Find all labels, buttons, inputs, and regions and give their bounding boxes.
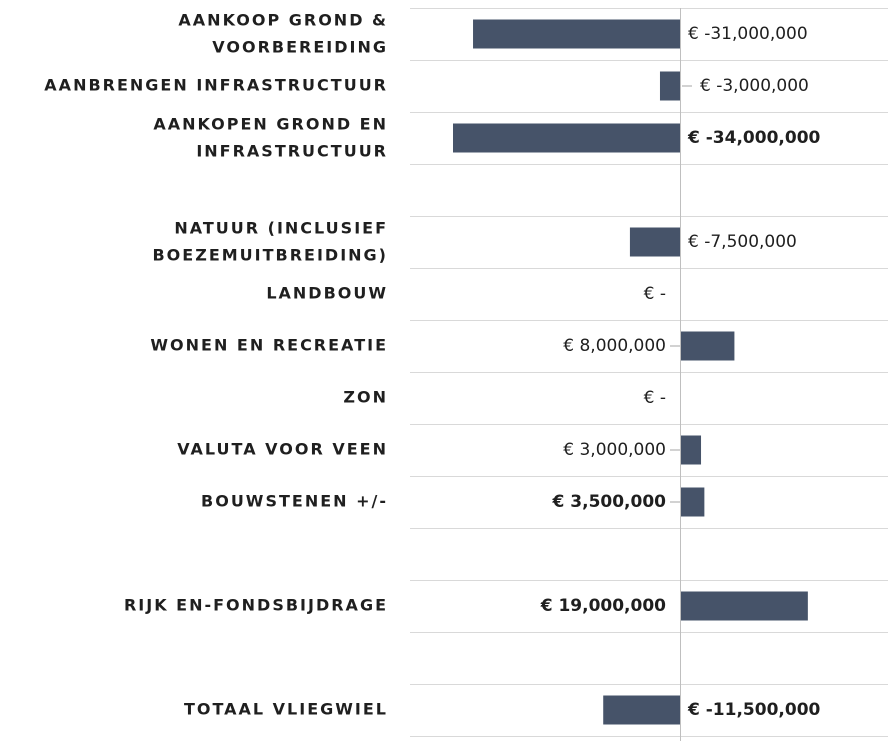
category-label: VALUTA VOOR VEEN	[177, 439, 388, 459]
data-label: € -34,000,000	[688, 128, 821, 148]
data-label: € -	[643, 284, 666, 304]
category-label: ZON	[343, 387, 388, 407]
category-label: AANKOOP GROND &	[178, 10, 388, 30]
data-label: € -	[643, 388, 666, 408]
bar	[453, 124, 680, 153]
bar	[473, 20, 680, 49]
bar	[660, 72, 680, 101]
data-label: € 8,000,000	[563, 336, 666, 356]
data-label: € 3,500,000	[552, 492, 666, 512]
category-label: AANBRENGEN INFRASTRUCTUUR	[44, 75, 388, 95]
category-label: RIJK EN-FONDSBIJDRAGE	[123, 595, 388, 615]
category-label: VOORBEREIDING	[212, 37, 388, 57]
category-label: INFRASTRUCTUUR	[196, 141, 388, 161]
bar	[681, 592, 808, 621]
category-label: AANKOPEN GROND EN	[153, 114, 388, 134]
bar	[681, 488, 704, 517]
category-label: BOUWSTENEN +/-	[201, 491, 388, 511]
category-label: TOTAAL VLIEGWIEL	[183, 699, 388, 719]
bar	[603, 696, 680, 725]
category-label: NATUUR (INCLUSIEF	[174, 218, 388, 238]
data-label: € 3,000,000	[563, 440, 666, 460]
category-label: BOEZEMUITBREIDING)	[152, 245, 388, 265]
data-label: € 19,000,000	[540, 596, 666, 616]
data-label: € -11,500,000	[688, 700, 821, 720]
data-label: € -3,000,000	[700, 76, 809, 96]
category-label: WONEN EN RECREATIE	[150, 335, 388, 355]
category-label: LANDBOUW	[266, 283, 388, 303]
bar	[681, 436, 701, 465]
bar	[681, 332, 734, 361]
data-label: € -7,500,000	[688, 232, 797, 252]
data-label: € -31,000,000	[688, 24, 808, 44]
bar	[630, 228, 680, 257]
